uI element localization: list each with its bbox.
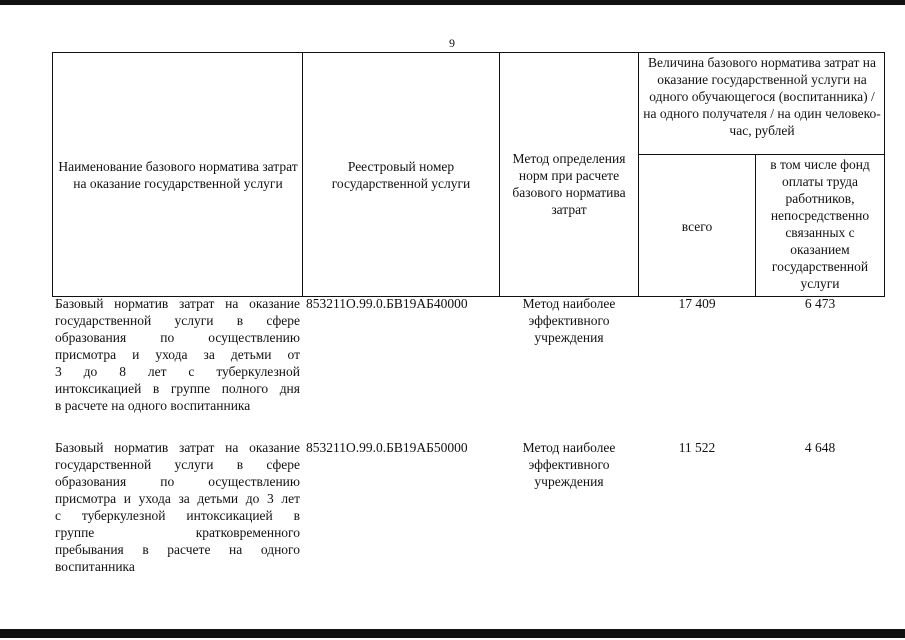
header-total-label: всего <box>681 219 713 234</box>
service-name-line: Базовый норматив затрат на оказание <box>55 296 300 311</box>
service-name-line: 3 до 8 лет с туберкулезной <box>55 364 300 379</box>
row-wage-fund: 6 473 <box>804 296 836 311</box>
row-wage-fund: 4 648 <box>804 440 836 455</box>
service-name-line: присмотра и ухода за детьми до 3 лет <box>55 491 300 506</box>
header-wage-fund-label: в том числе фонд оплаты труда работников, непосредственно связанных с оказанием государственной услуги <box>770 157 870 291</box>
row-registry-number: 853211О.99.0.БВ19АБ50000 <box>306 440 468 455</box>
service-name-line: образования по осуществлению <box>55 474 300 489</box>
header-registry-label: Реестровый номер государственной услуги <box>331 159 471 191</box>
header-name-label: Наименование базового норматива затрат на оказание государственной услуги <box>58 159 298 191</box>
service-name-line: образования по осуществлению <box>55 330 300 345</box>
row-registry-number: 853211О.99.0.БВ19АБ40000 <box>306 296 468 311</box>
page-number: 9 <box>449 36 455 50</box>
row-total: 17 409 <box>678 296 716 311</box>
service-name-line: пребывания в расчете на одного <box>55 542 300 557</box>
service-name-line: государственной услуги в сфере <box>55 313 300 328</box>
service-name-line: воспитанника <box>55 559 135 574</box>
service-name-line: группе кратковременного <box>55 525 300 540</box>
top-scan-border <box>0 0 905 5</box>
bottom-scan-border <box>0 629 905 638</box>
service-name-line: интоксикацией в группе полного дня <box>55 381 300 396</box>
row-service-name <box>55 295 300 414</box>
service-name-line: Базовый норматив затрат на оказание <box>55 440 300 455</box>
row-method: Метод наиболее эффективного учреждения <box>522 296 616 345</box>
row-method: Метод наиболее эффективного учреждения <box>522 440 616 489</box>
service-name-line: в расчете на одного воспитанника <box>55 398 251 413</box>
row-total: 11 522 <box>678 440 716 455</box>
service-name-line: присмотра и ухода за детьми от <box>55 347 300 362</box>
service-name-line: с туберкулезной интоксикацией в <box>55 508 300 523</box>
row-service-name <box>55 439 300 575</box>
service-name-line: государственной услуги в сфере <box>55 457 300 472</box>
header-method-label: Метод определения норм при расчете базового норматива затрат <box>512 151 626 217</box>
header-value-group-label: Величина базового норматива затрат на оказание государственной услуги на одного обучающегося (воспитанника) / на одного получателя / на один человеко-час, рублей <box>643 55 881 138</box>
